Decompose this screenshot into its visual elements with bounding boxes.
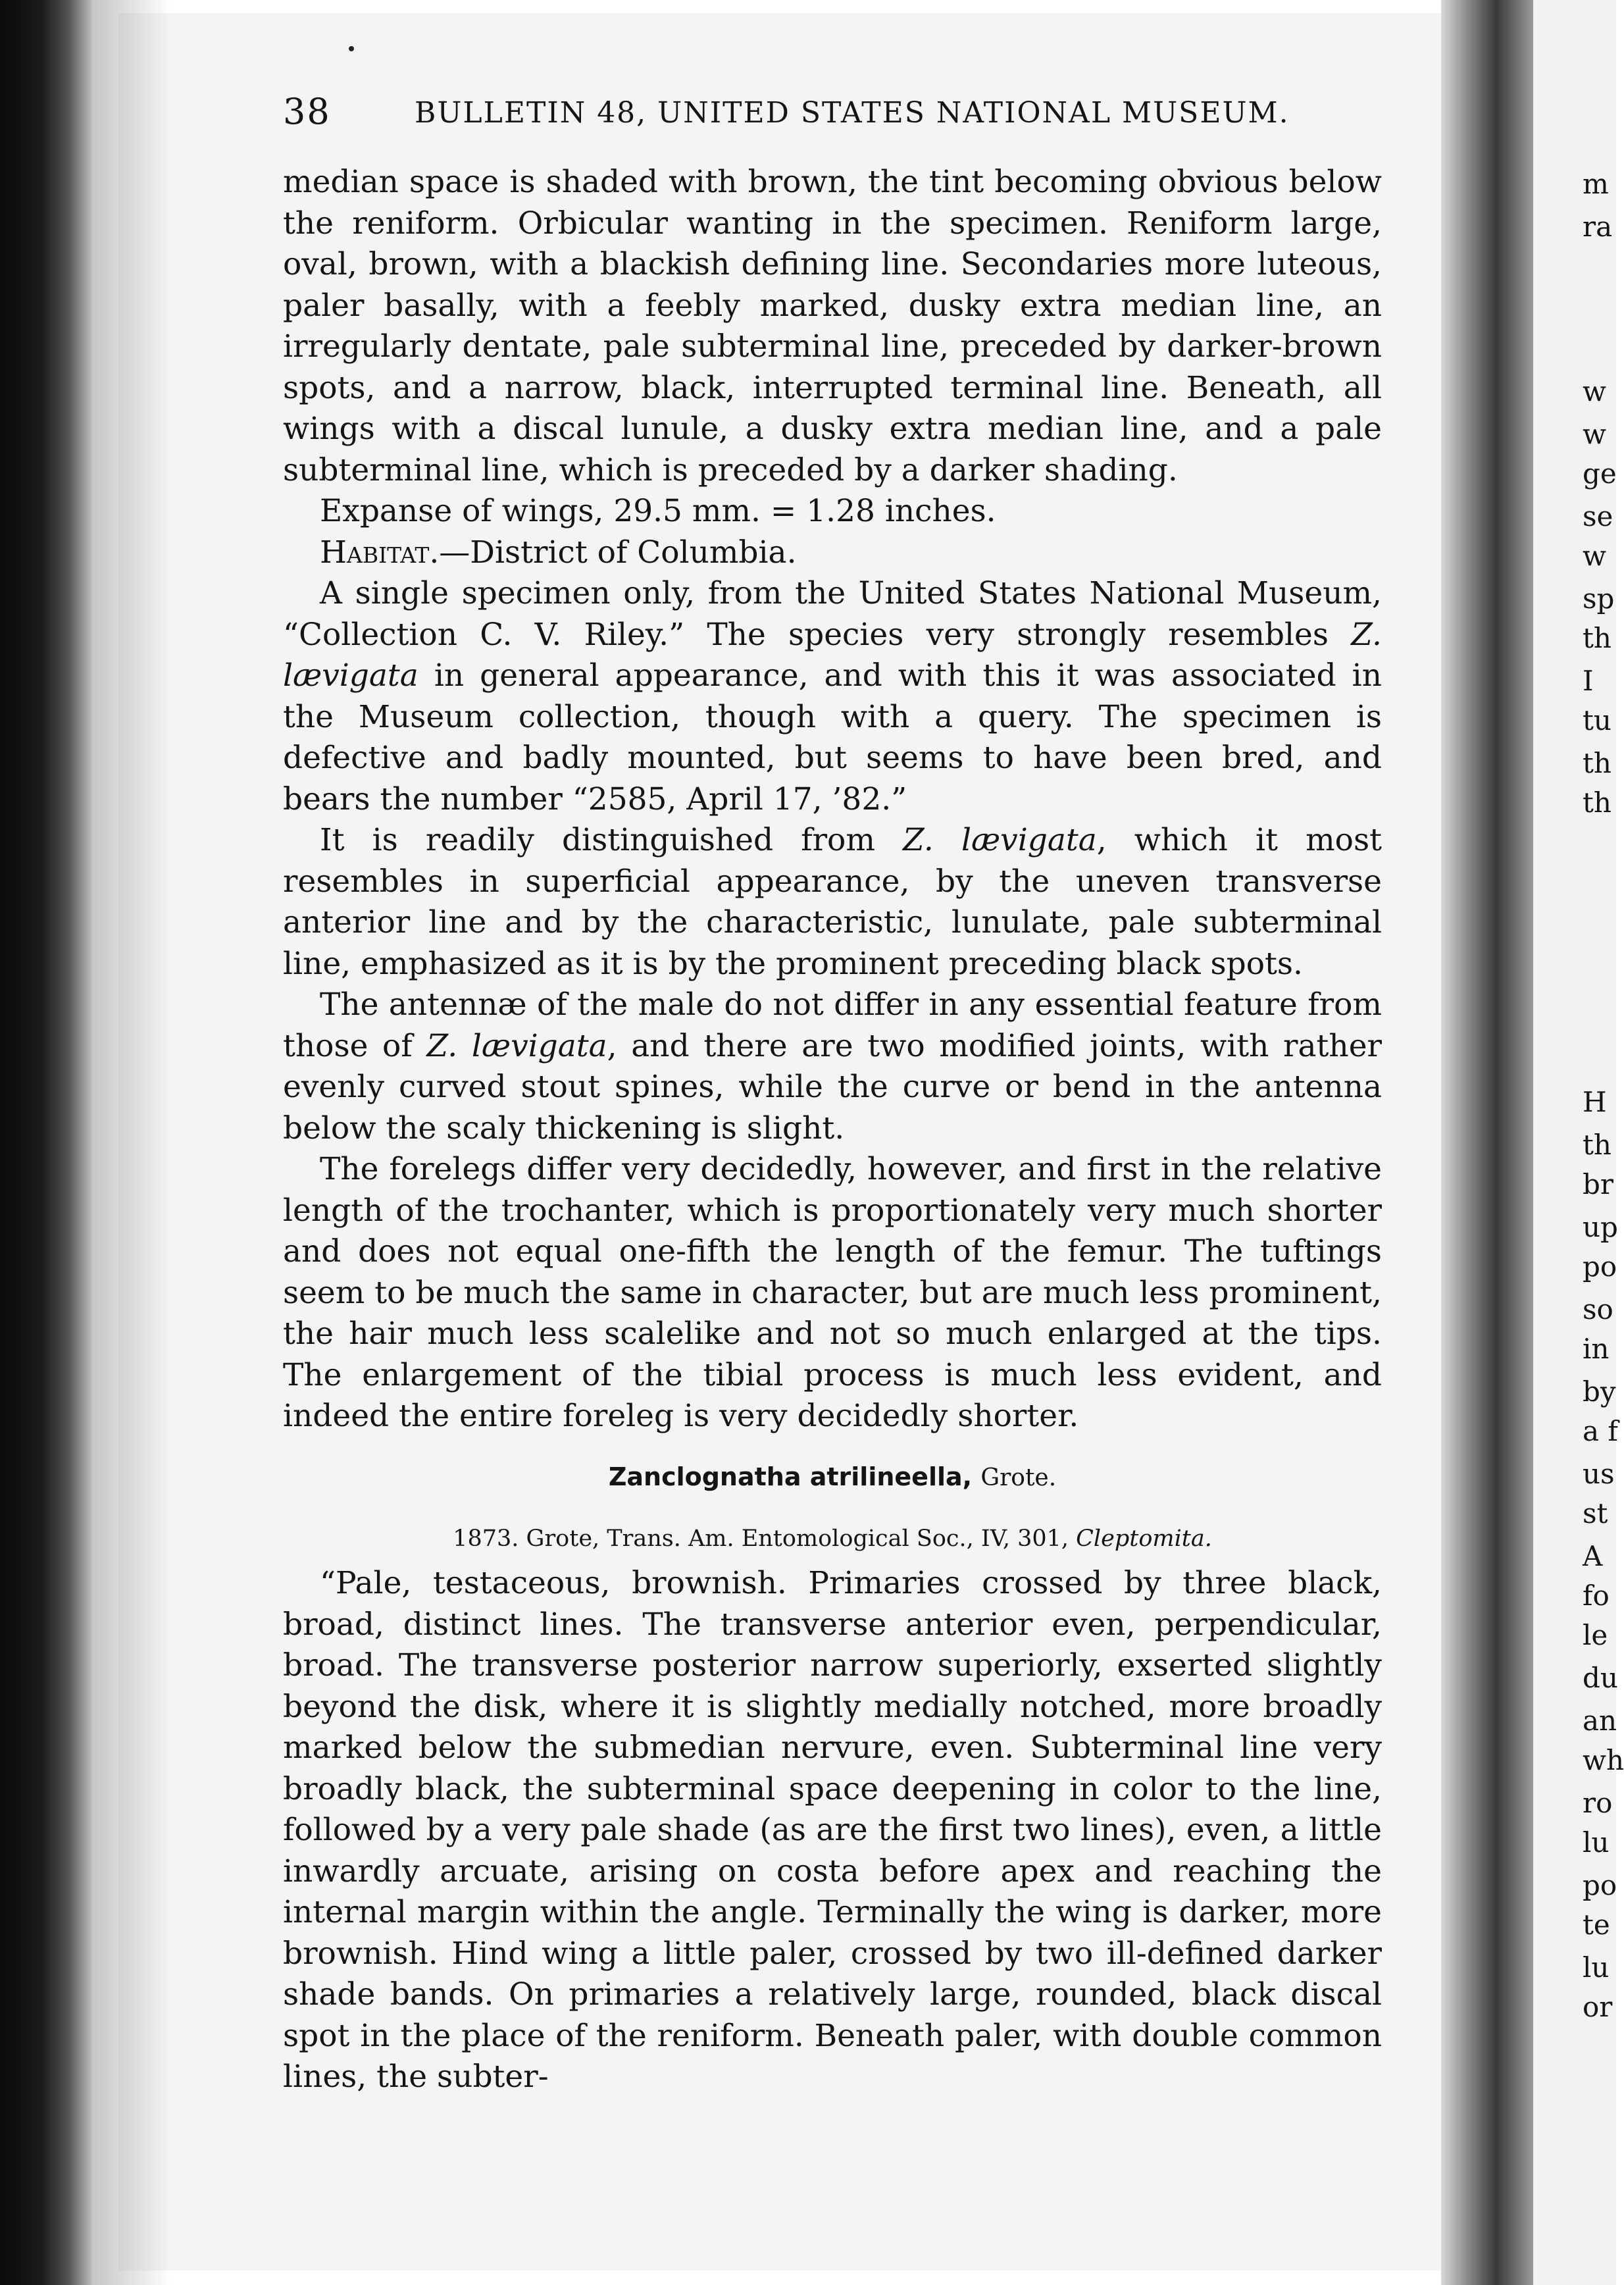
facing-page-fragment: se: [1583, 500, 1613, 532]
facing-page-fragment: lu: [1583, 1951, 1610, 1984]
quote-paragraph: “Pale, testaceous, brownish. Primaries crossed by three black, broad, distinct lines. The transverse anterior even, perpendicular, broad. The transverse posterior narrow superiorly, exserted slightly beyond the disk, where it is slightly medially notched, more broadly marked below the submedian nervure, even. Subterminal line very broadly black, the subterminal space deepening in color to the line, followed by a very pale shade (as are the first two lines), even, a little inwardly arcuate, arising on costa before apex and reaching the internal margin within the angle. Terminally the wing is darker, more brownish. Hind wing a little paler, crossed by two ill-defined darker shade bands. On primaries a relatively large, rounded, black discal spot in the place of the reniform. Beneath paler, with double common lines, the subter-: [283, 1565, 1382, 2095]
facing-page-fragment: w: [1583, 540, 1606, 572]
facing-page-fragment: po: [1583, 1250, 1617, 1283]
facing-page-fragment: us: [1583, 1458, 1615, 1490]
facing-page-fragment: by: [1583, 1375, 1616, 1408]
species-heading-author: Grote.: [980, 1464, 1057, 1491]
facing-page-fragment: st: [1583, 1497, 1608, 1529]
facing-page-fragment: w: [1583, 418, 1606, 450]
main-text: [283, 162, 1382, 1437]
facing-page-fragment: po: [1583, 1869, 1617, 1901]
text-run: A single specimen only, from the United States National Museum, “Collection C. V. Riley.” The species very strongly resembles: [283, 575, 1382, 653]
facing-page-fragment: ge: [1583, 457, 1617, 490]
text-run: , which it most resembles in superficial appearance, by the uneven transverse anterior line and by the characteristic, lunulate, pale subterminal line, emphasized as it is by the prominent preceding black spots.: [283, 822, 1382, 982]
facing-page-fragment: th: [1583, 1129, 1611, 1161]
text-run: in general appearance, and with this it was associated in the Museum collection, though with a query. The specimen is defective and badly mounted, but seems to have been bred, and bears the number “2585, April 17, ’82.”: [283, 657, 1382, 817]
habitat-value: —District of Columbia.: [439, 534, 797, 571]
running-title: BULLETIN 48, UNITED STATES NATIONAL MUSEUM.: [415, 96, 1290, 130]
facing-page-fragment: fo: [1583, 1579, 1610, 1612]
paragraph-continuation: median space is shaded with brown, the tint becoming obvious below the reniform. Orbicular wanting in the specimen. Reniform large, oval, brown, with a blackish defining line. Secondaries more luteous, paler basally, with a feebly marked, dusky extra median line, an irregularly dentate, pale subterminal line, preceded by darker-brown spots, and a narrow, black, interrupted terminal line. Beneath, all wings with a discal lunule, a dusky extra median line, and a pale subterminal line, which is preceded by a darker shading.: [283, 164, 1382, 488]
paragraph-habitat: [283, 532, 1382, 574]
facing-page-fragment: up: [1583, 1211, 1618, 1243]
facing-page-fragment: tu: [1583, 704, 1611, 736]
facing-page-fragment: an: [1583, 1705, 1617, 1737]
paragraph-forelegs: The forelegs differ very decidedly, however, and first in the relative length of the trochanter, which is proportionately very much shorter and does not equal one-fifth the length of the femur. The tuftings seem to be much the same in character, but are much less prominent, the hair much less scalelike and not so much enlarged at the tips. The enlargement of the tibial process is much less evident, and indeed the entire foreleg is very decidedly shorter.: [283, 1151, 1382, 1434]
facing-page-fragment: in: [1583, 1333, 1610, 1365]
facing-page-fragment: w: [1583, 375, 1606, 407]
book-spine-shadow: [0, 0, 92, 2285]
facing-page-fragment: ra: [1583, 211, 1613, 243]
facing-page-fragment: I: [1583, 665, 1594, 697]
facing-page-text-fragments: [1583, 0, 1624, 2285]
citation-genus: Cleptomita.: [1076, 1526, 1212, 1552]
species-name: Z. lævigata: [283, 616, 1382, 694]
facing-page-fragment: th: [1583, 786, 1611, 819]
species-heading-name: Zanclognatha atrilineella,: [608, 1462, 973, 1491]
species-heading: [283, 1462, 1382, 1491]
paragraph-antennae: [283, 985, 1382, 1149]
facing-page-fragment: le: [1583, 1619, 1608, 1651]
citation: [283, 1526, 1382, 1552]
description-quote: [283, 1563, 1382, 2098]
facing-page-fragment: so: [1583, 1293, 1613, 1325]
text-run: It is readily distinguished from: [320, 822, 903, 858]
facing-page-fragment: du: [1583, 1662, 1618, 1694]
facing-page-fragment: lu: [1583, 1826, 1610, 1859]
facing-page-fragment: m: [1583, 168, 1609, 200]
facing-page-fragment: A: [1583, 1540, 1603, 1572]
habitat-label: Habitat.: [320, 534, 440, 571]
facing-page-fragment: or: [1583, 1991, 1613, 2023]
text-run: The antennæ of the male do not differ in any essential feature from those of: [283, 987, 1382, 1064]
species-name: Z. lævigata: [426, 1027, 607, 1064]
scan-speck: [349, 46, 354, 51]
facing-page-fragment: sp: [1583, 582, 1615, 615]
paragraph-distinction: [283, 820, 1382, 985]
page-edge-shading: [92, 0, 171, 2285]
paragraph-specimen: [283, 573, 1382, 820]
paragraph-expanse: Expanse of wings, 29.5 mm. = 1.28 inches.: [320, 493, 996, 529]
species-name: Z. lævigata: [903, 822, 1097, 858]
book-gutter: [1441, 0, 1533, 2285]
facing-page-fragment: br: [1583, 1168, 1613, 1200]
text-run: , and there are two modified joints, with rather evenly curved stout spines, while the curve or bend in the antenna below the scaly thickening is slight.: [283, 1027, 1382, 1146]
page-number: 38: [283, 91, 331, 132]
facing-page-fragment: te: [1583, 1909, 1610, 1941]
facing-page-fragment: H: [1583, 1086, 1607, 1118]
citation-text: 1873. Grote, Trans. Am. Entomological Soc., IV, 301,: [453, 1526, 1077, 1552]
running-header: [283, 91, 1290, 137]
facing-page-fragment: wh: [1583, 1744, 1624, 1776]
facing-page-fragment: a f: [1583, 1415, 1618, 1447]
facing-page-fragment: ro: [1583, 1787, 1613, 1819]
facing-page-fragment: th: [1583, 622, 1611, 654]
facing-page-fragment: th: [1583, 747, 1611, 779]
